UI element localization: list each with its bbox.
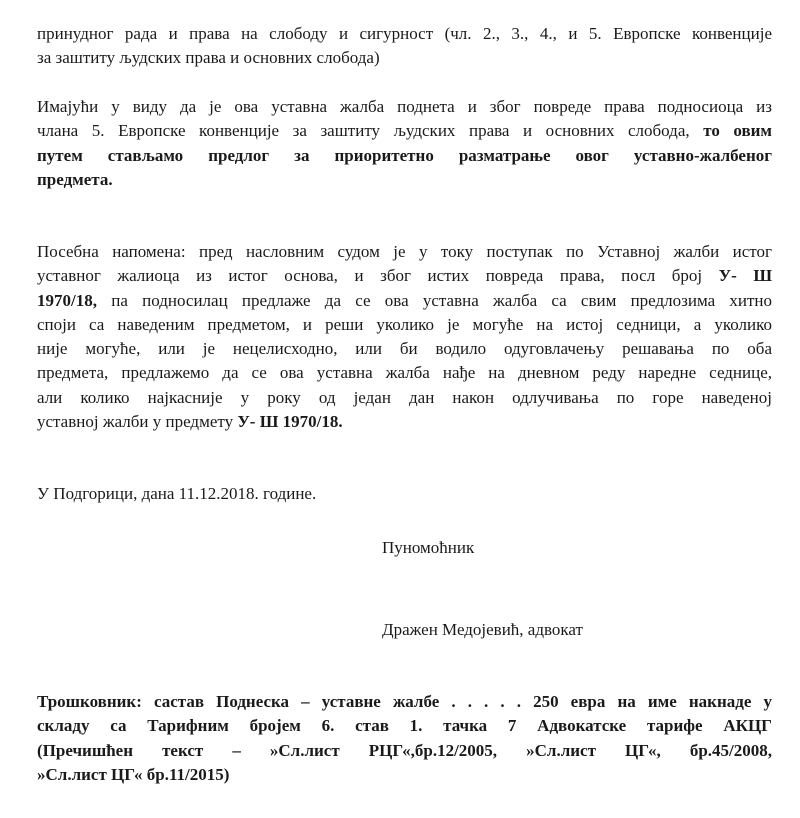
text-span: члана 5. Европске конвенције за заштиту људских права и основних слобода, — [37, 121, 690, 141]
text-line — [37, 289, 772, 313]
text-span: па подносилац предлаже да се ова уставна жалба са свим предлозима хитно — [111, 290, 772, 310]
text-line — [37, 144, 772, 168]
text-line: принудног рада и права на слободу и сигурност (чл. 2., 3., 4., и 5. Европске конвенције — [37, 24, 772, 43]
bold-text-span: предмета. — [37, 169, 113, 189]
text-line: »Сл.лист ЦГ« бр.11/2015) — [37, 764, 230, 784]
text-span: уставној жалби у предмету — [37, 412, 234, 432]
place-and-date: У Подгорици, дана 11.12.2018. године. — [37, 484, 317, 503]
text-line: Трошковник: састав Поднеска – уставне жалбе . . . . . 250 евра на име накнаде у — [37, 692, 772, 711]
paragraph-cost-statement — [37, 690, 772, 787]
text-line: Посебна напомена: пред насловним судом је у току поступак по Уставној жалби истог — [37, 242, 772, 261]
text-line: Имајући у виду да је ова уставна жалба поднета и због повреде права подносиоца из — [37, 97, 772, 116]
paragraph-convention-rights — [37, 22, 772, 71]
text-line: споји са наведеним предметом, и реши уколико је могуће на истој седници, а уколико — [37, 314, 772, 334]
text-line — [37, 264, 772, 288]
text-line — [37, 410, 772, 434]
bold-text-span: то овим — [703, 121, 773, 141]
text-line: складу са Тарифним бројем 6. став 1. тачка 7 Адвокатске тарифе АКЦГ — [37, 716, 772, 736]
text-line — [37, 119, 772, 143]
signature-title: Пуномоћник — [382, 538, 475, 557]
bold-case-number: У- Ш 1970/18. — [237, 412, 343, 432]
bold-case-number: У- Ш — [718, 266, 772, 286]
paragraph-special-note — [37, 240, 772, 434]
text-line: није могуће, или је нецелисходно, или би водило одуговлачењу решавања по оба — [37, 339, 772, 359]
text-line: али колико најкасније у року од један дан након одлучивања по горе наведеној — [37, 387, 772, 407]
text-line: за заштиту људских права и основних слобода) — [37, 48, 380, 68]
text-line: предмета, предлажемо да се ова уставна жалба нађе на дневном реду наредне седнице, — [37, 363, 772, 383]
signature-name: Дражен Медојевић, адвокат — [382, 620, 583, 639]
text-line: (Пречишћен текст – »Сл.лист РЦГ«,бр.12/2005, »Сл.лист ЦГ«, бр.45/2008, — [37, 740, 772, 760]
bold-case-number: 1970/18, — [37, 290, 97, 310]
bold-text-span: путем стављамо предлог за приоритетно разматрање овог уставно-жалбеног — [37, 145, 772, 165]
paragraph-priority-request — [37, 95, 772, 192]
text-line — [37, 168, 772, 192]
text-span: уставног жалиоца из истог основа, и због истих повреда права, посл број — [37, 266, 703, 286]
